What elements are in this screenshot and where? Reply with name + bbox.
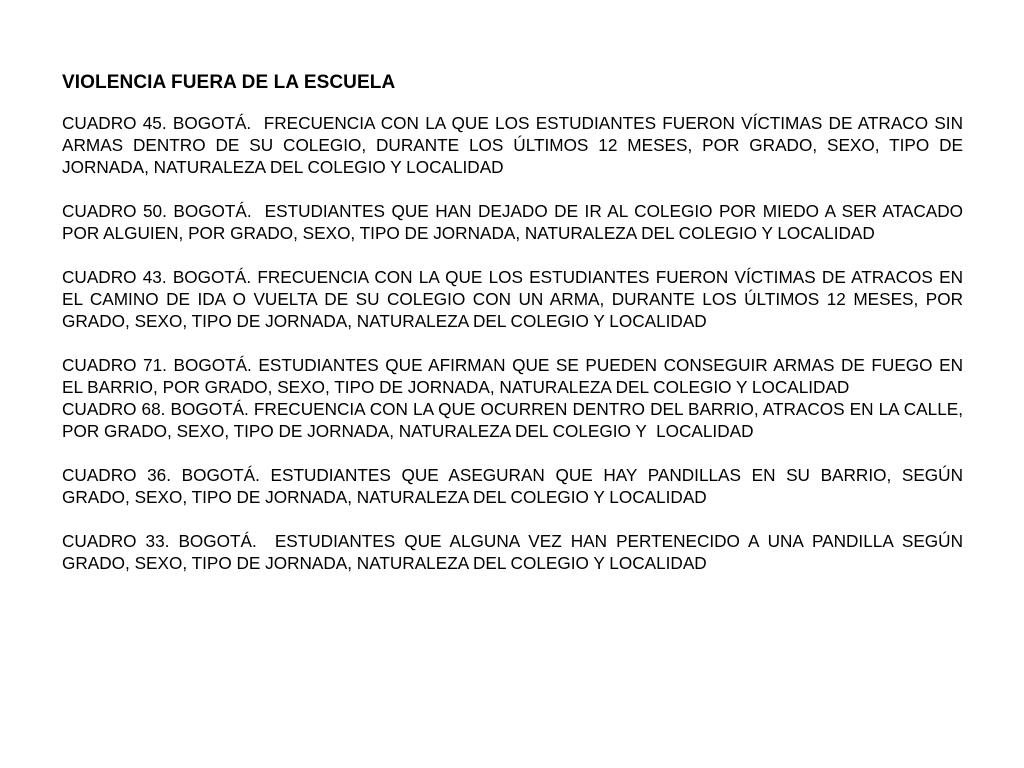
paragraph-cuadro-33: CUADRO 33. BOGOTÁ. ESTUDIANTES QUE ALGUNA VEZ HAN PERTENECIDO A UNA PANDILLA SEGÚN GRADO, SEXO, TIPO DE JORNADA, NATURALEZA DEL COLEGIO Y LOCALIDAD [62,531,968,573]
slide-title: VIOLENCIA FUERA DE LA ESCUELA [62,72,396,93]
paragraph-cuadro-36: CUADRO 36. BOGOTÁ. ESTUDIANTES QUE ASEGURAN QUE HAY PANDILLAS EN SU BARRIO, SEGÚN GRADO, SEXO, TIPO DE JORNADA, NATURALEZA DEL COLEGIO Y LOCALIDAD [62,465,968,507]
paragraph-cuadro-71: CUADRO 71. BOGOTÁ. ESTUDIANTES QUE AFIRMAN QUE SE PUEDEN CONSEGUIR ARMAS DE FUEGO EN EL BARRIO, POR GRADO, SEXO, TIPO DE JORNADA, NATURALEZA DEL COLEGIO Y LOCALIDAD [62,355,968,397]
paragraph-cuadro-50: CUADRO 50. BOGOTÁ. ESTUDIANTES QUE HAN DEJADO DE IR AL COLEGIO POR MIEDO A SER ATACADO POR ALGUIEN, POR GRADO, SEXO, TIPO DE JORNADA, NATURALEZA DEL COLEGIO Y LOCALIDAD [62,201,968,243]
paragraph-cuadro-68: CUADRO 68. BOGOTÁ. FRECUENCIA CON LA QUE OCURREN DENTRO DEL BARRIO, ATRACOS EN LA CALLE, POR GRADO, SEXO, TIPO DE JORNADA, NATURALEZA DEL COLEGIO Y LOCALIDAD [62,399,968,441]
paragraph-cuadro-43: CUADRO 43. BOGOTÁ. FRECUENCIA CON LA QUE LOS ESTUDIANTES FUERON VÍCTIMAS DE ATRACOS EN EL CAMINO DE IDA O VUELTA DE SU COLEGIO CON UN ARMA, DURANTE LOS ÚLTIMOS 12 MESES, POR GRADO, SEXO, TIPO DE JORNADA, NATURALEZA DEL COLEGIO Y LOCALIDAD [62,267,968,331]
paragraph-cuadro-45: CUADRO 45. BOGOTÁ. FRECUENCIA CON LA QUE LOS ESTUDIANTES FUERON VÍCTIMAS DE ATRACO SIN ARMAS DENTRO DE SU COLEGIO, DURANTE LOS ÚLTIMOS 12 MESES, POR GRADO, SEXO, TIPO DE JORNADA, NATURALEZA DEL COLEGIO Y LOCALIDAD [62,113,968,177]
slide-content [62,72,968,574]
